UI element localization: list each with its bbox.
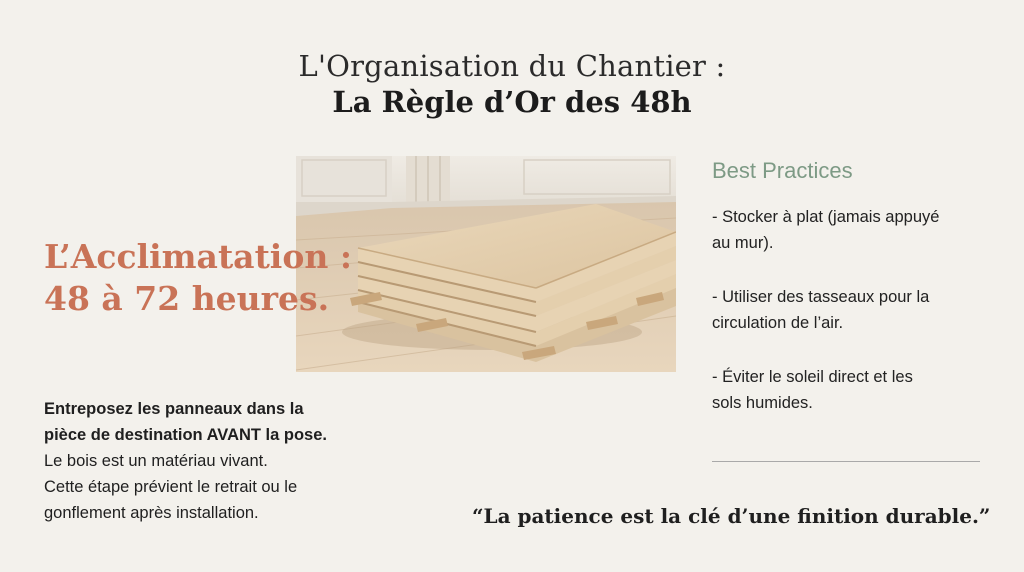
title-line-2: La Règle d’Or des 48h (332, 85, 692, 119)
description-block (44, 396, 384, 526)
description-bold-line-1: Entreposez les panneaux dans la (44, 400, 304, 418)
closing-quote: “La patience est la clé d’une finition durable.” (472, 504, 991, 528)
list-item-line-2: au mur). (712, 234, 774, 252)
list-item-line-2: circulation de l’air. (712, 314, 844, 332)
list-item-line-1: - Éviter le soleil direct et les (712, 368, 913, 386)
description-line-4: Cette étape prévient le retrait ou le (44, 478, 298, 496)
slide-title (0, 48, 1024, 120)
list-item (712, 284, 992, 336)
acclimatation-line-2: 48 à 72 heures. (44, 279, 330, 318)
acclimatation-line-1: L’Acclimatation : (44, 237, 353, 276)
list-item (712, 364, 992, 416)
list-item-line-1: - Stocker à plat (jamais appuyé (712, 208, 940, 226)
divider (712, 461, 980, 462)
list-item-line-2: sols humides. (712, 394, 813, 412)
best-practices-list (712, 204, 992, 444)
description-line-5: gonflement après installation. (44, 504, 259, 522)
best-practices-heading: Best Practices (712, 158, 853, 183)
list-item (712, 204, 992, 256)
description-line-3: Le bois est un matériau vivant. (44, 452, 268, 470)
title-line-1: L'Organisation du Chantier : (298, 49, 726, 83)
description-bold-line-2: pièce de destination AVANT la pose. (44, 426, 327, 444)
list-item-line-1: - Utiliser des tasseaux pour la (712, 288, 930, 306)
acclimatation-heading (44, 236, 364, 320)
